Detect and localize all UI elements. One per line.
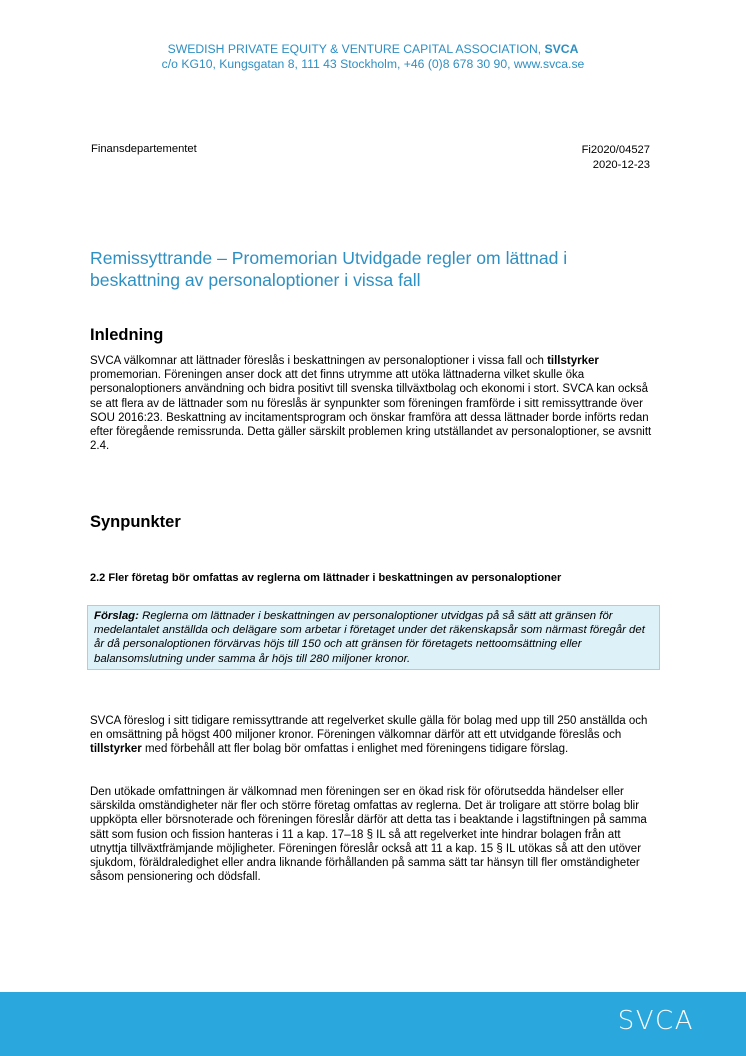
letterhead — [0, 42, 746, 72]
heading-synpunkter: Synpunkter — [90, 513, 181, 531]
subheading-2-2: 2.2 Fler företag bör omfattas av reglerna om lättnader i beskattningen av personaloptioner — [90, 572, 562, 584]
org-name: SWEDISH PRIVATE EQUITY & VENTURE CAPITAL ASSOCIATION, — [167, 42, 545, 56]
heading-inledning: Inledning — [90, 326, 164, 344]
proposal-box — [87, 605, 660, 670]
p2-text-b: med förbehåll att fler bolag bör omfattas i enlighet med föreningens tidigare förslag. — [141, 743, 569, 756]
org-abbrev: SVCA — [544, 42, 579, 56]
org-address-text: c/o KG10, Kungsgatan 8, 111 43 Stockholm, +46 (0)8 678 30 90, www.svca.se — [161, 57, 585, 71]
p2-text-a: SVCA föreslog i sitt tidigare remissyttrande att regelverket skulle gälla för bolag med upp till 250 anställda och en omsättning på högst 400 miljoner kronor. Föreningen välkomnar därför att ett utvidgande föreslås och — [90, 715, 648, 742]
proposal-label: Förslag: — [94, 610, 139, 622]
reference-block — [582, 143, 650, 172]
svca-logo: SVCA — [617, 1006, 694, 1036]
paragraph-2-2-b: Den utökade omfattningen är välkomnad men föreningen ser en ökad risk för oförutsedda händelser eller särskilda omständigheter när fler och större företag omfattas av reglerna. Det är troligare att större bolag blir uppköpta eller börsnoterade och föreningen föreslår därför att detta tas i beaktande i lagstiftningen på samma sätt som fusion och fission hanteras i 11 a kap. 17–18 § IL så att regelverket inte hindrar bolagen från att utnyttja tillväxtfrämjande möjligheter. Föreningen föreslår också att 11 a kap. 15 § IL utökas så att den utöver sjukdom, föräldraledighet eller andra liknande förhållanden på samma sätt tar hänsyn till fler omständigheter såsom pensionering och dödsfall. — [90, 786, 647, 884]
recipient: Finansdepartementet — [91, 143, 197, 155]
org-name-line — [0, 42, 746, 57]
intro-text-a: SVCA välkomnar att lättnader föreslås i beskattningen av personaloptioner i vissa fall och — [90, 355, 548, 367]
document-title: Remissyttrande – Promemorian Utvidgade regler om lättnad i beskattning av personaloptioner i vissa fall — [90, 248, 568, 290]
p2-bold-term: tillstyrker — [90, 743, 142, 756]
intro-bold-term: tillstyrker — [547, 355, 599, 367]
intro-text-b: promemorian. Föreningen anser dock att det finns utrymme att utöka lättnaderna vilket skulle öka personaloptioners användning och bidra positivt till svenska tillväxtbolag och ekonomi i stort. SVCA kan också se att flera av de lättnader som nu föreslås är synpunkter som föreningen framförde i sitt remissyttrande över SOU 2016:23. Beskattning av incitamentsprogram och önskar framföra att dessa lättnader borde införts redan efter föregående remissrunda. Detta gäller särskilt problemen kring utställandet av personaloptioner, se avsnitt 2.4. — [90, 369, 652, 453]
footer-band — [0, 992, 746, 1056]
reference-number: Fi2020/04527 — [581, 144, 650, 156]
paragraph-2-2-a — [90, 714, 658, 757]
proposal-text: Reglerna om lättnader i beskattningen av personaloptioner utvidgas på så sätt att gränsen för medelantalet anställda och delägare som arbetar i företaget under det räkenskapsår som närmast föregår det år då personaloptionen förvärvas höjs till 150 och att gränsen för företagets nettoomsättning eller balansomslutning under samma år höjs till 280 miljoner kronor. — [94, 610, 645, 665]
intro-paragraph — [90, 354, 658, 453]
reference-date: 2020-12-23 — [592, 158, 650, 171]
org-address — [0, 57, 746, 72]
